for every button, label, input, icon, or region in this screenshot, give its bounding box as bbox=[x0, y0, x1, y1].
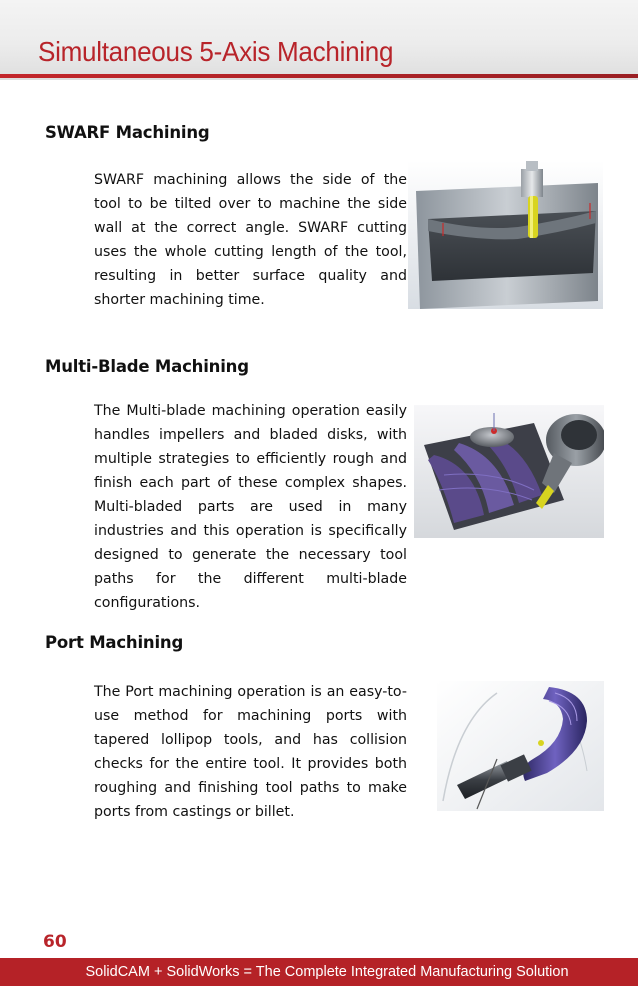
swarf-machining-image bbox=[408, 161, 603, 309]
impeller-machining-image bbox=[414, 405, 604, 538]
section-text-multi-blade: The Multi-blade machining operation easily handles impellers and bladed disks, with multiple strategies to efficiently rough and finish each part of these complex shapes. Multi-bladed parts are used in many industries and this operation is specifically designed to generate the necessary tool paths for the different multi-blade configurations. bbox=[94, 403, 407, 611]
section-title-swarf: SWARF Machining bbox=[45, 123, 210, 142]
header-divider bbox=[0, 74, 638, 78]
footer-text: SolidCAM + SolidWorks = The Complete Integrated Manufacturing Solution bbox=[85, 964, 569, 980]
section-title-port: Port Machining bbox=[45, 633, 184, 652]
page-title: Simultaneous 5-Axis Machining bbox=[38, 36, 394, 67]
impeller-illustration bbox=[414, 405, 604, 538]
section-text-swarf: SWARF machining allows the side of the tool to be tilted over to machine the side wall at the correct angle. SWARF cutting uses the whole cutting length of the tool, resulting in better surface quality and shorter machining time. bbox=[94, 172, 407, 308]
swarf-illustration bbox=[408, 161, 603, 309]
port-illustration bbox=[437, 681, 604, 811]
section-title-multi-blade: Multi-Blade Machining bbox=[45, 357, 249, 376]
page-number: 60 bbox=[43, 932, 67, 952]
page-footer bbox=[0, 958, 638, 986]
port-machining-image bbox=[437, 681, 604, 811]
section-text-port: The Port machining operation is an easy-to-use method for machining ports with tapered lollipop tools, and has collision checks for the entire tool. It provides both roughing and finishing tool paths to make ports from castings or billet. bbox=[94, 684, 407, 820]
